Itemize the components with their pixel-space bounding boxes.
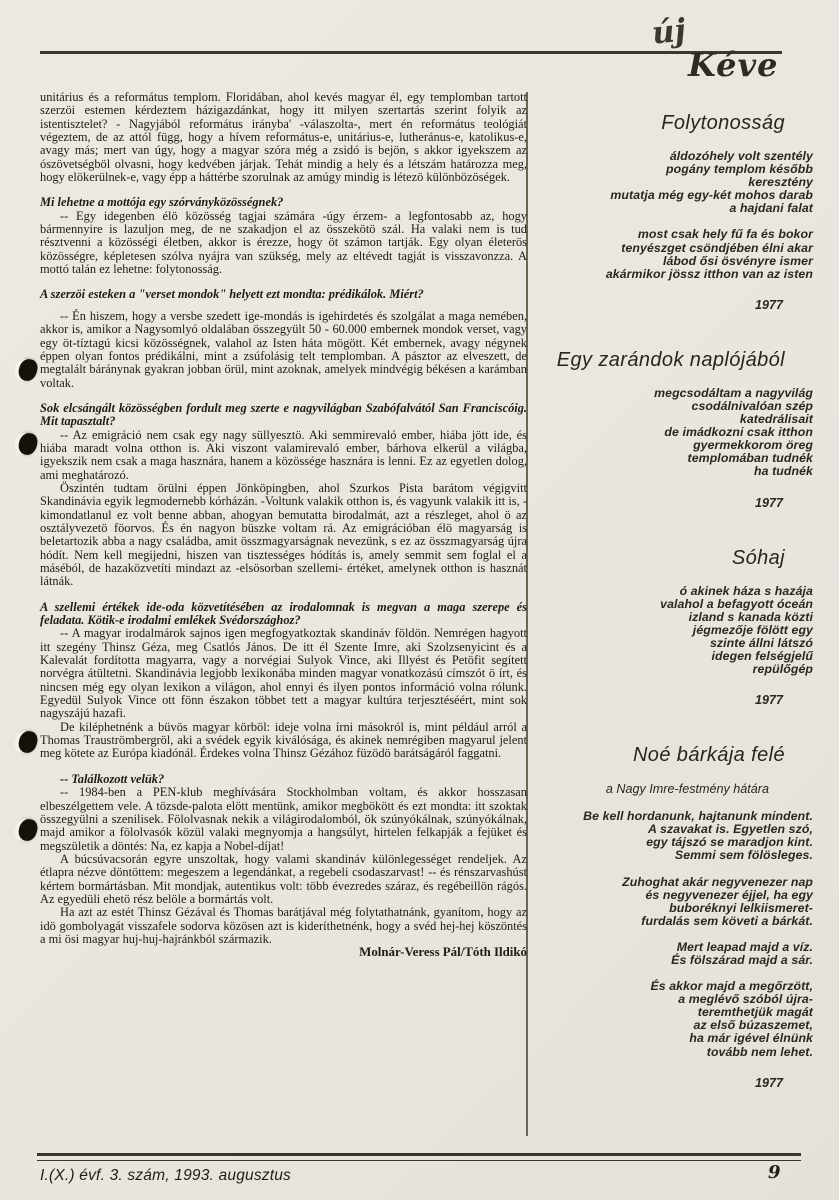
interview-answer: -- Egy idegenben élö közösség tagjai számára -úgy érzem- a legfontosabb az, hogy bármennyire is lazuljon meg, de ne szakadjon el az összekötö szál. Ha valaki nem is tud résztvenni a közösségi életben, akkor is érezze, hogy öt számon tartják. Egy olyan életerös közösségre, képletesen szólva nyájra van szükség, mely az eltévedt tagját is visszavonzza. A mottó talán ez lehetne: folytonosság. [40,208,527,277]
punch-hole-icon [17,357,40,383]
poem-line: teremthetjük magát [697,1005,813,1020]
poem-line: egy tájszó se maradjon kint. [646,835,813,850]
poem-subtitle: a Nagy Imre-festmény hátára [605,782,769,797]
interview-answer: -- Én hiszem, hogy a versbe szedett ige-mondás is igehirdetés és szolgálat a maga nemében, akkor is, amikor a Nagysomlyó oldalában összegyült 50 - 60.000 embernek mondok verset, vagy egy öt-tíztagú kicsi közösségnek, valahol az Isten háta mögött. Két embernek, avagy négynek éppen olyan fontos prédikálni, mint a zsúfolásig telt templomban. A pásztor az elveszett, de megtalált báránynak gyakran jobban örül, mint azoknak, amelyek mindvégig békésen a karámban voltak. [40,308,527,390]
interview-answer: -- Az emigráció nem csak egy nagy süllyesztö. Aki semmirevaló ember, hiába jött ide, és hiába maradt volna otthon is. Aki viszont valamirevaló ember, bárhova elkerül a világba, igyekszik nem csak a maga hasznára, hanem a közössége hasznára is lenni. Ez az egyetlen dolog, ami meghatározó. [40,427,527,482]
interview-answer: Öszintén tudtam örülni éppen Jönköpingben, ahol Szurkos Pista barátom végigvitt Skandinávia egyik legmodernebb kórházán. -Voltunk valakik otthon is, és vagyunk valakik itt is, -kimondatlanul ez volt benne abban, ahogyan bemutatta birodalmát, azt a részleget, ahol ö az osztályvezetö föorvos. És én nagyon büszke voltam rá. Az emigrációban élö magyarság is beletartozik abba a nagy családba, amit összmagyarságnak nevezünk, s ez az összmagyarság újra hódít. Nem kell megijedni, hiszen van tisztességes hódítás is, amely semmit sem foglal el a máséból, de hazaközvetíti mindazt az -elsösorban szellemi- értéket, amelynek otthon is hasznát látnák. [40,480,527,589]
interview-answer: De kiléphetnénk a büvös magyar körböl: ideje volna írni másokról is, mint például arról a Thomas Trauströmbergröl, aki a svédek egyik kiválósága, és akinek nemrégiben magyarul jelent meg kötete az Európa kiadónál. Érdekes volna Thinsz Gézához füzödö barátságáról faggatni. [40,719,527,761]
poem-line: tenyészget csöndjében élni akar [621,240,813,255]
poem-line: akármikor jössz itthon van az isten [605,266,813,281]
poem-line: Semmi sem fölösleges. [674,848,813,863]
article-byline: Molnár-Veress Pál/Tóth Ildikó [359,945,527,960]
poem-line: az első búzaszemet, [693,1018,813,1033]
poem-line: most csak hely fű fa és bokor [637,227,813,242]
poem-line: templomában tudnék [687,451,813,466]
logo-uj-text: új [650,12,688,52]
poem-year: 1977 [754,1075,783,1090]
poem-title: Noé bárkája felé [632,744,785,767]
interview-question: Mi lehetne a mottója egy szórványközösségnek? [40,195,284,210]
interview-answer: A búcsúvacsorán egyre unszoltak, hogy valami skandináv különlegességet rendeljek. Az étlapra nézve döntöttem: megeszem a legendánkat, a regebeli csodaszarvast! -- és rénszarvashúst kértem bormártásban. Mit mondjak, autentikus volt: több évezredes száraz, és regébeillön rágós. Az egyedüli ehetö rész belöle a bormártás volt. [40,851,527,906]
poem-line: Mert leapad majd a víz. [676,939,813,954]
poem-line: repülőgép [752,662,813,677]
poem-line: keresztény [748,175,813,190]
poem-stanza [544,941,813,967]
poem-line: Zuhoghat akár negyvenezer nap [622,874,813,889]
poem-line: lábod ősi ösvényre ismer [662,253,813,268]
interview-answer: -- A magyar irodalmárok sajnos igen megfogyatkoztak skandináv földön. Nemrégen hagyott itt szegény Thinsz Géza, meg Csatlós János. De itt él Szente Imre, aki Szolzsenyicint és a Kalevalát fordította magyarra, vagy a norvégiai Sulyok Vince, aki Illyést és Petöfit segített norvégra átültetni. Skandinávia legjobb lexikonába minden magyar vonatkozású címszót ö írt, és nincsen még egy olyan lexikon a világon, ahol ennyi és ilyen pontos információ volna rólunk. Egyedül Sulyok Vince ott fönn északon többet tett a magyar kultúra terjesztéséért, mint sok nagyszájú hazafi. [40,626,527,721]
poem-stanza [544,585,813,677]
poem-line: csodálnivalóan szép [691,398,813,413]
footer-rule [37,1153,801,1161]
interview-question: -- Találkozott velük? [60,771,165,786]
poem-line: pogány templom később [666,162,813,177]
interview-article [40,91,527,960]
poem-line: ha tudnék [754,464,813,479]
poem-line: szinte állni látszó [709,635,813,650]
poem-line: És fölszárad majd a sár. [671,953,813,967]
poem-line: valahol a befagyott óceán [660,596,813,611]
poem-title: Folytonosság [661,112,785,134]
poem-line: ha már igével élnünk [689,1031,813,1046]
poem-title: Sóhaj [731,546,785,569]
poem-stanza [544,876,813,928]
footer-issue-info: I.(X.) évf. 3. szám, 1993. augusztus [40,1167,292,1184]
poem-stanza [544,810,813,862]
poem-year: 1977 [754,693,783,708]
poem-line: furdalás sem követi a bárkát. [641,913,813,928]
poem-line: a hajdani falat [729,201,813,216]
poem-stanza [544,150,813,215]
poem-line: mutatja még egy-két mohos darab [610,188,813,203]
interview-answer: -- 1984-ben a PEN-klub meghívására Stockholmban voltam, és akkor hosszasan elbeszélgettem vele. A tözsde-palota elött mentünk, amikor megbökött és ezt mondta: itt szoktak összegyülni a szenilisek. Fölolvasnak nekik a világirodalomból, ök szúnyókálnak, szúnyókálnak, majd amikor a fölolvasók közül valaki megnyomja a hangsúlyt, hirtelen felkapják a fejüket és megszületik a döntés: Na, ez kapja a Nobel-díjat! [40,785,527,853]
interview-answer: Ha azt az estét Thinsz Gézával és Thomas barátjával még folytathatnánk, gyanítom, hogy az idö gombolyagát visszafele sodorva közösen azt is kideríthetnénk, hogy a svéd hej-hej köszöntés a mi ösi magyar huj-huj-hajránkból származik. [40,905,527,946]
article-paragraph: unitárius és a református templom. Floridában, ahol kevés magyar él, egy templomban tartott szerzöi estemen kérdeztem házigazdánkat, hogy itt milyen szertartás szerint folyik az istentisztelet? - Nagyjából református irányba' -válaszolta-, mert én református teológiát végeztem, de az attól függ, hogy a hívem református-e, unitárius-e, lutheránus-e, katolikus-e, avagy más; mert van úgy, hogy a magyar szóra még a zsidó is bejön, s akkor igyekszem az ószövetségböl olvasni, hogy kedvében járjak. Tehát mindig a hely és a létszám határozza meg, hogy elökerülnek-e, vagy épp a háttérbe szorulnak az amúgy mindig is létezö különbözöségek. [40,90,527,185]
poem-title: Egy zarándok naplójából [556,348,785,371]
poem-line: izland s kanada közti [688,609,813,624]
poem-line: tovább nem lehet. [706,1044,813,1059]
punch-hole-icon [17,729,40,755]
poems-column [544,98,813,1127]
poem-line: Be kell hordanunk, hajtanunk mindent. [583,809,813,824]
poem-line: jégmezője fölött egy [692,622,813,637]
poem-sohaj [544,547,813,708]
poem-line: idegen felségjelű [711,648,813,663]
poem-stanza [544,228,813,280]
interview-question: A szerzöi esteken a "verset mondok" helyett ezt mondta: prédikálok. Miért? [40,287,424,302]
footer-page-number: 9 [768,1162,781,1183]
interview-question: Sok elcsángált közösségben fordult meg szerte e nagyvilágban Szabófalvától San Franciscóig. Mit tapasztalt? [40,400,527,429]
poem-egy-zarandok-naplojabol [544,349,813,510]
poem-year: 1977 [754,495,783,510]
magazine-logo [630,12,810,84]
poem-line: gyermekkorom öreg [693,438,813,453]
poem-line: áldozóhely volt szentély [669,149,813,163]
poem-line: és negyvenezer éjjel, ha egy [645,887,813,902]
poem-stanza [544,980,813,1059]
poem-line: a meglévő szóból újra- [678,992,813,1007]
poem-folytonossag [544,112,813,312]
interview-question: A szellemi értékek ide-oda közvetítésében az irodalomnak is megvan a maga szerepe és feladata. Kötik-e irodalmi emlékek Svédországhoz? [40,599,527,628]
poem-line: ó akinek háza s hazája [679,583,813,598]
poem-noe-barkaja-fele [544,744,813,1090]
punch-hole-icon [17,817,40,843]
poem-line: buboréknyi lelkiismeret- [669,900,813,915]
poem-line: És akkor majd a megőrzött, [650,979,813,994]
logo-keve-text: Kéve [688,46,779,84]
poem-year: 1977 [754,297,783,312]
poem-line: de imádkozni csak itthon [664,425,813,440]
poem-stanza [544,387,813,479]
poem-line: megcsodáltam a nagyvilág [654,385,813,400]
poem-line: A szavakat is. Egyetlen szó, [647,822,813,837]
punch-hole-icon [17,431,40,457]
poem-line: katedrálisait [739,412,813,427]
